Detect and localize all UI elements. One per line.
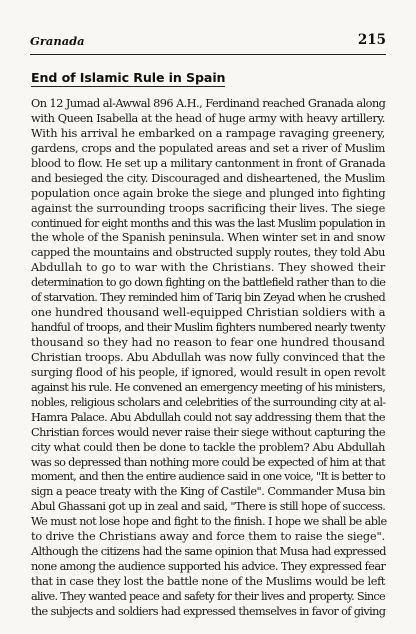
text-line: none among the audience supported his advice. They expressed fear <box>31 560 386 574</box>
text-line: continued for eight months and this was the last Muslim population in <box>31 216 385 230</box>
text-line: that in case they lost the battle none of the Muslims would be left <box>31 575 386 588</box>
text-line: the whole of the Spanish peninsula. When winter set in and snow <box>31 231 386 245</box>
text-line: Christian troops. Abu Abdullah was now fully convinced that the <box>31 350 385 364</box>
text-line: and besieged the city. Discouraged and disheartened, the Muslim <box>31 171 385 185</box>
text-line: city what could then be done to tackle the problem? Abu Abdullah <box>31 440 385 454</box>
text-line: was so depressed than nothing more could be expected of him at that <box>31 455 385 469</box>
text-line: alive. They wanted peace and safety for their lives and property. Since <box>31 589 385 603</box>
chapter-heading: End of Islamic Rule in Spain <box>31 70 226 85</box>
text-line: the subjects and soldiers had expressed themselves in favor of giving <box>31 604 386 618</box>
text-line: sign a peace treaty with the King of Castile". Commander Musa bin <box>31 485 385 499</box>
running-header <box>30 34 386 54</box>
text-line: one hundred thousand well-equipped Christian soldiers with a <box>31 306 386 320</box>
text-line: determination to go down fighting on the battlefield rather than to die <box>31 276 386 290</box>
text-line: against the surrounding troops sacrificing their lives. The siege <box>31 201 386 215</box>
text-line: moment, and then the entire audience said in one voice, "It is better to <box>31 470 386 484</box>
text-line: capped the mountains and obstructed supply routes, they told Abu <box>31 246 385 260</box>
text-line: against his rule. He convened an emergency meeting of his ministers, <box>31 380 386 394</box>
text-line: thousand so they had no reason to fear one hundred thousand <box>31 336 385 349</box>
text-line: blood to flow. He set up a military cantonment in front of Granada <box>31 156 386 170</box>
text-line: With his arrival he embarked on a rampage ravaging greenery, <box>31 126 386 140</box>
page-number: 215 <box>357 32 386 48</box>
text-line: gardens, crops and the populated areas and set a river of Muslim <box>31 141 385 155</box>
text-line: nobles, religious scholars and celebrities of the surrounding city at al- <box>31 395 386 409</box>
body-paragraph <box>31 97 385 620</box>
text-line: We must not lose hope and fight to the finish. I hope we shall be able <box>31 515 387 529</box>
text-line: Although the citizens had the same opinion that Musa had expressed <box>31 545 386 559</box>
text-line: surging flood of his people, if ignored, would result in open revolt <box>31 365 386 379</box>
text-line: Christian forces would never raise their siege without capturing the <box>31 425 385 439</box>
text-line: handful of troops, and their Muslim fighters numbered nearly twenty <box>31 321 385 335</box>
running-title: Granada <box>30 34 85 48</box>
text-line: Abdullah to go to war with the Christians. They showed their <box>31 261 386 275</box>
header-rule <box>30 54 386 55</box>
text-line: On 12 Jumad al-Awwal 896 A.H., Ferdinand reached Granada along <box>31 97 386 110</box>
text-line: Hamra Palace. Abu Abdullah could not say addressing them that the <box>31 410 385 424</box>
text-line: Abul Ghassani got up in zeal and said, "There is still hope of success. <box>31 500 386 514</box>
text-line: with Queen Isabella at the head of huge army with heavy artillery. <box>31 111 385 125</box>
text-line: of starvation. They reminded him of Tariq bin Zeyad when he crushed <box>31 291 385 305</box>
text-line: to drive the Christians away and force them to raise the siege". <box>31 530 385 544</box>
text-line: population once again broke the siege and plunged into fighting <box>31 186 386 200</box>
